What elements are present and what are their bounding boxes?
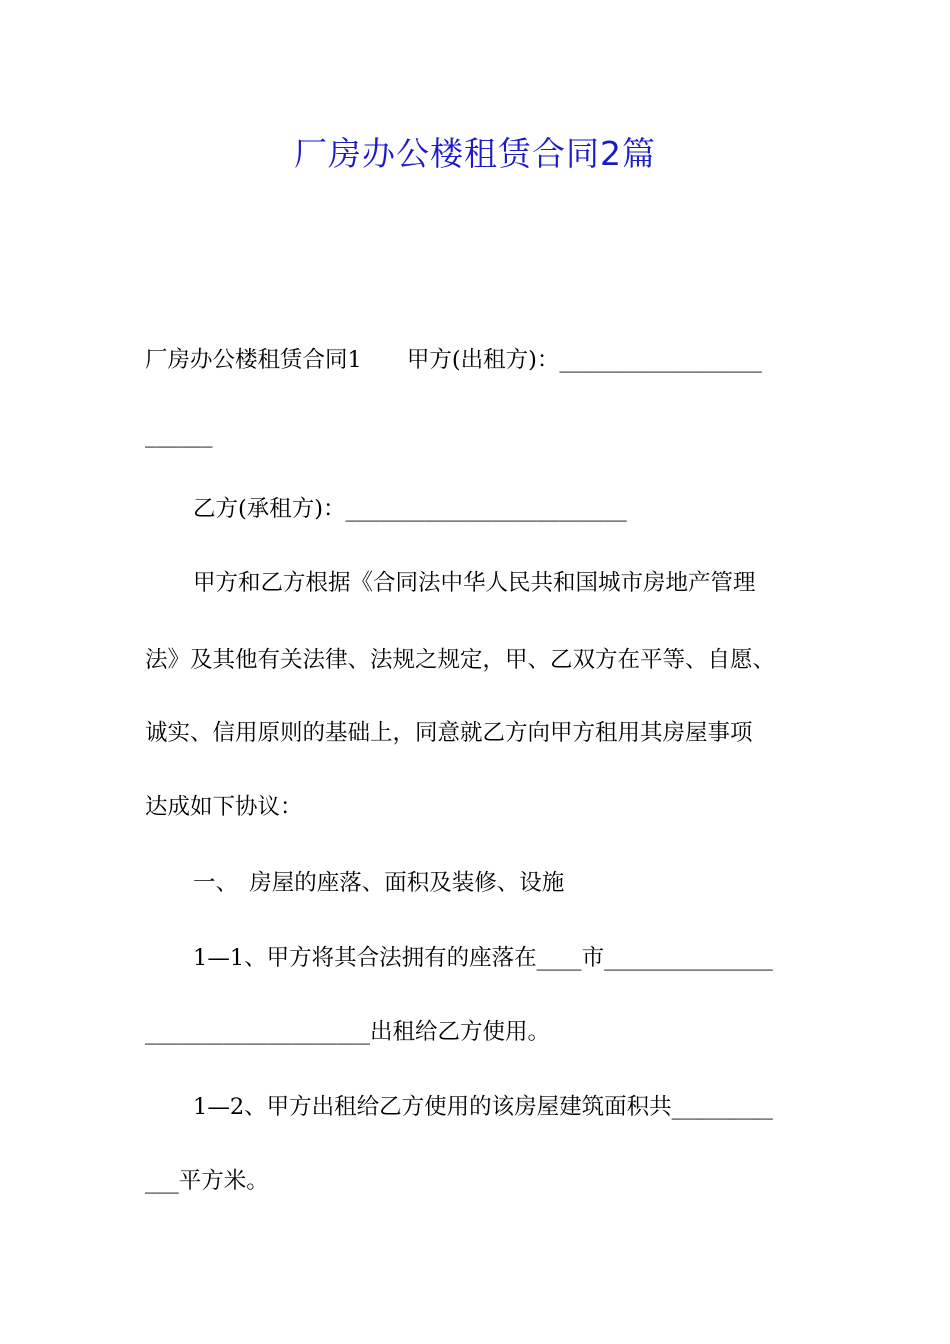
party-b-line: 乙方(承租方)：_________________________ bbox=[193, 496, 627, 522]
document-title: 厂房办公楼租赁合同2篇 bbox=[294, 134, 656, 173]
clause-1-2-continuation: ___平方米。 bbox=[145, 1168, 269, 1194]
contract-heading-party-a-line: 厂房办公楼租赁合同1 甲方(出租方)：__________________ bbox=[145, 347, 762, 373]
paragraph-line: 诚实、信用原则的基础上，同意就乙方向甲方租用其房屋事项 bbox=[145, 720, 753, 746]
paragraph-line: 甲方和乙方根据《合同法中华人民共和国城市房地产管理 bbox=[193, 570, 756, 596]
section-heading: 一、 房屋的座落、面积及装修、设施 bbox=[193, 870, 565, 896]
paragraph-line: 法》及其他有关法律、法规之规定，甲、乙双方在平等、自愿、 bbox=[145, 647, 776, 673]
clause-1-2-line: 1—2、甲方出租给乙方使用的该房屋建筑面积共_________ bbox=[193, 1094, 773, 1120]
clause-1-1-line: 1—1、甲方将其合法拥有的座落在____市_______________ bbox=[193, 945, 773, 971]
party-a-blank-continuation: ______ bbox=[145, 422, 213, 448]
clause-1-1-continuation: ____________________出租给乙方使用。 bbox=[145, 1019, 551, 1045]
paragraph-line: 达成如下协议： bbox=[145, 794, 303, 820]
